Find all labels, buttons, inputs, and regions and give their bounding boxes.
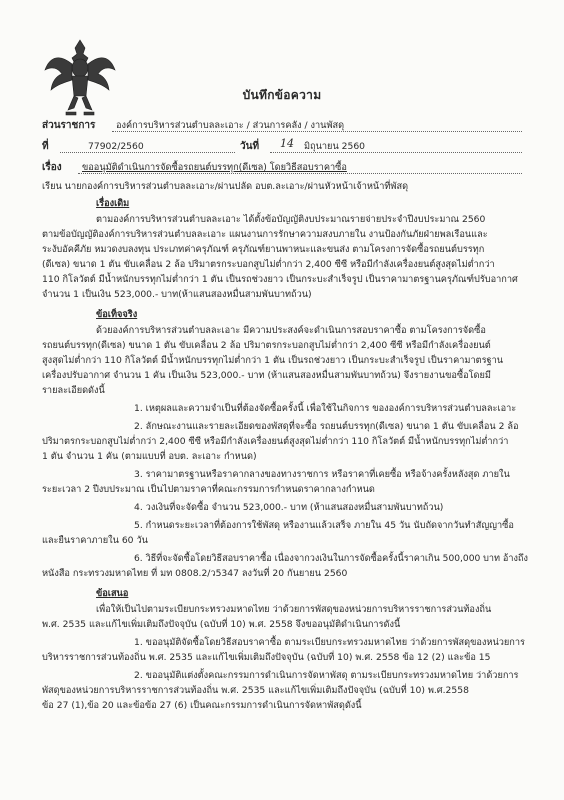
- facts-item: 1 ตัน จำนวน 1 คัน (ตามแบบที่ อบต. ละเอาะ กำหนด): [42, 451, 257, 462]
- proposal-line: บริหารราชการส่วนท้องถิ่น พ.ศ. 2535 และแก้ไขเพิ่มเติมถึงปัจจุบัน (ฉบับที่ 10) พ.ศ. 2558 ข้อ 12 (2) และข้อ 15: [42, 652, 491, 663]
- proposal-line: พัสดุของหน่วยการบริหารราชการส่วนท้องถิ่น พ.ศ. 2535 และแก้ไขเพิ่มเติมถึงปัจจุบัน (ฉบับที่ 10) พ.ศ.2558: [42, 685, 469, 696]
- facts-item: 4. วงเงินที่จะจัดซื้อ จำนวน 523,000.- บาท (ห้าแสนสองหมื่นสามพันบาทถ้วน): [134, 502, 444, 513]
- proposal-line: ข้อ 27 (1),ข้อ 20 และข้อข้อ 27 (6) เป็นคณะกรรมการดำเนินการจัดหาพัสดุดังนี้: [42, 700, 362, 711]
- doc-no-label: ที่: [42, 141, 49, 152]
- facts-item: และยืนราคาภายใน 60 วัน: [42, 535, 148, 546]
- proposal-line: พ.ศ. 2535 และแก้ไขเพิ่มเติมถึงปัจจุบัน (ฉบับที่ 10) พ.ศ. 2558 จึงขออนุมัติดำเนินการดังนี้: [42, 619, 401, 630]
- background-line: (ดีเซล) ขนาด 1 ตัน ขับเคลื่อน 2 ล้อ ปริมาตรกระบอกสูบไม่ต่ำกว่า 2,400 ซีซี หรือมีกำลังเครื่องยนต์สูงสุดไม่ต่ำกว่า: [42, 259, 495, 270]
- facts-item: 3. ราคามาตรฐานหรือราคากลางของทางราชการ หรือราคาที่เคยซื้อ หรือจ้างครั้งหลังสุด ภายใน: [134, 469, 510, 480]
- background-line: ระงับอัคคีภัย หมวดงบลงทุน ประเภทค่าครุภัณฑ์ ครุภัณฑ์ยานพาหนะและขนส่ง ตามโครงการจัดซื้อรถยนต์บรรทุก: [42, 244, 485, 255]
- proposal-line: เพื่อให้เป็นไปตามระเบียบกระทรวงมหาดไทย ว่าด้วยการพัสดุของหน่วยการบริหารราชการส่วนท้องถิ่น: [96, 604, 492, 615]
- facts-line: ด้วยองค์การบริหารส่วนตำบลละเอาะ มีความประสงค์จะดำเนินการสอบราคาซื้อ ตามโครงการจัดซื้อ: [96, 325, 486, 336]
- date-day: 14: [280, 137, 294, 150]
- subject-dotline: [78, 173, 522, 174]
- subject-label: เรื่อง: [42, 162, 62, 173]
- subject-value: ขออนุมัติดำเนินการจัดซื้อรถยนต์บรรทุก(ดีเซล) โดยวิธีสอบราคาซื้อ: [82, 162, 347, 173]
- memo-title: บันทึกข้อความ: [242, 88, 322, 102]
- facts-line: สูงสุดไม่ต่ำกว่า 110 กิโลวัตต์ มีน้ำหนักบรรทุกไม่ต่ำกว่า 1 ตัน เป็นรถช่วงยาว เป็นกระบะสำเร็จรูป เป็นราคามาตรฐาน: [42, 355, 504, 366]
- proposal-line: 1. ขออนุมัติจัดซื้อโดยวิธีสอบราคาซื้อ ตามระเบียบกระทรวงมหาดไทย ว่าด้วยการพัสดุของหน่วยการ: [134, 637, 525, 648]
- background-line: จำนวน 1 เป็นเงิน 523,000.- บาท(ห้าแสนสองหมื่นสามพันบาทถ้วน): [42, 289, 312, 300]
- facts-item: หนังสือ กระทรวงมหาดไทย ที่ มท 0808.2/ว5347 ลงวันที่ 20 กันยายน 2560: [42, 568, 348, 579]
- section-background-heading: เรื่องเดิม: [96, 198, 130, 209]
- date-month-year: มิถุนายน 2560: [304, 141, 366, 152]
- date-label: วันที่: [240, 141, 260, 152]
- addressee-line: เรียน นายกองค์การบริหารส่วนตำบลละเอาะ/ผ่านปลัด อบต.ละเอาะ/ผ่านหัวหน้าเจ้าหน้าที่พัสดุ: [42, 181, 409, 192]
- proposal-line: 2. ขออนุมัติแต่งตั้งคณะกรรมการดำเนินการจัดหาพัสดุ ตามระเบียบกระทรวงมหาดไทย ว่าด้วยการ: [134, 670, 519, 681]
- background-line: ตามองค์การบริหารส่วนตำบลละเอาะ ได้ตั้งข้อบัญญัติงบประมาณรายจ่ายประจำปีงบประมาณ 2560: [96, 214, 486, 225]
- section-proposal-heading: ข้อเสนอ: [96, 588, 129, 599]
- agency-label: ส่วนราชการ: [42, 120, 96, 131]
- background-line: ตามข้อบัญญัติองค์การบริหารส่วนตำบลละเอาะ แผนงานการรักษาความสงบภายใน งานป้องกันภัยฝ่ายพลเรือนและ: [42, 229, 488, 240]
- doc-no-value: 77902/2560: [88, 141, 144, 152]
- facts-item: ปริมาตรกระบอกสูบไม่ต่ำกว่า 2,400 ซีซี หรือมีกำลังเครื่องยนต์สูงสุดไม่ต่ำกว่า 110 กิโลวัตต์ มีน้ำหนักบรรทุกไม่ต่ำกว่า: [42, 436, 509, 447]
- facts-line: รายละเอียดดังนี้: [42, 385, 105, 396]
- facts-item: ระยะเวลา 2 ปีงบประมาณ เป็นไปตามราคาที่คณะกรรมการกำหนดราคากลางกำหนด: [42, 484, 375, 495]
- facts-line: รถยนต์บรรทุก(ดีเซล) ขนาด 1 ตัน ขับเคลื่อน 2 ล้อ ปริมาตรกระบอกสูบไม่ต่ำกว่า 2,400 ซีซี หรือมีกำลังเครื่องยนต์: [42, 340, 491, 351]
- section-facts-heading: ข้อเท็จจริง: [96, 309, 138, 320]
- facts-item: 2. ลักษณะงานและรายละเอียดของพัสดุที่จะซื้อ รถยนต์บรรทุก(ดีเซล) ขนาด 1 ตัน ขับเคลื่อน 2 ล้อ: [134, 421, 519, 432]
- facts-item: 5. กำหนดระยะเวลาที่ต้องการใช้พัสดุ หรืองานแล้วเสร็จ ภายใน 45 วัน นับถัดจากวันทำสัญญาซื้อ: [134, 520, 514, 531]
- background-line: 110 กิโลวัตต์ มีน้ำหนักบรรทุกไม่ต่ำกว่า 1 ตัน เป็นรถช่วงยาว เป็นกระบะสำเร็จรูป เป็นราคามาตรฐานครุภัณฑ์ปรับอากาศ: [42, 274, 518, 285]
- date-dotline: [270, 152, 522, 153]
- garuda-emblem-icon: [42, 36, 118, 118]
- agency-dotline: [112, 131, 522, 132]
- facts-line: เครื่องปรับอากาศ จำนวน 1 คัน เป็นเงิน 523,000.- บาท (ห้าแสนสองหมื่นสามพันบาทถ้วน) จึงรายงานขอซื้อโดยมี: [42, 370, 491, 381]
- facts-item: 1. เหตุผลและความจำเป็นที่ต้องจัดซื้อครั้งนี้ เพื่อใช้ในกิจการ ขององค์การบริหารส่วนตำบลละเอาะ: [134, 403, 517, 414]
- agency-value: องค์การบริหารส่วนตำบลละเอาะ / ส่วนการคลัง / งานพัสดุ: [116, 120, 345, 131]
- facts-item: 6. วิธีที่จะจัดซื้อโดยวิธีสอบราคาซื้อ เนื่องจากวงเงินในการจัดซื้อครั้งนี้ราคาเกิน 500,000 บาท อ้างถึง: [134, 553, 528, 564]
- doc-no-dotline: [60, 152, 235, 153]
